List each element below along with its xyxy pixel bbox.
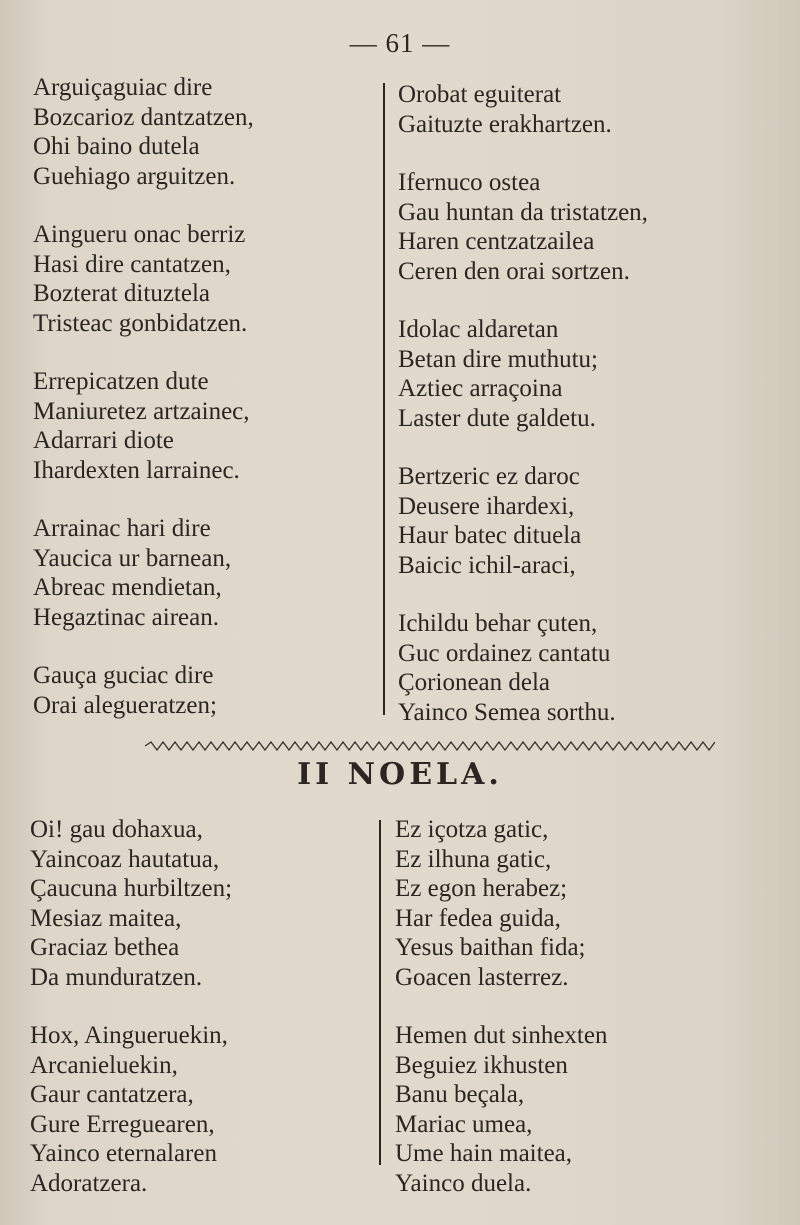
verse-line: Gure Erreguearen,: [30, 1110, 215, 1138]
verse-line: Ihardexten larrainec.: [33, 456, 240, 484]
stanza: [33, 514, 254, 632]
verse-line: Yesus baithan fida;: [395, 934, 586, 961]
verse-line: Gaur cantatzera,: [30, 1081, 194, 1108]
verse-line: Arrainac hari dire: [33, 515, 211, 542]
verse-line: Orai alegueratzen;: [33, 691, 217, 719]
verse-line: Yainco eternalaren: [30, 1140, 217, 1167]
verse-line: Hegaztinac airean.: [33, 603, 219, 631]
stanza: [33, 661, 254, 720]
verse-line: Gau huntan da tristatzen,: [398, 198, 648, 226]
poem-column-bottom-left: [30, 815, 232, 1198]
stanza: [398, 315, 648, 433]
verse-line: Haren centzatzailea: [398, 228, 595, 255]
verse-line: Arcanieluekin,: [30, 1051, 178, 1079]
stanza: [33, 220, 254, 338]
verse-line: Ohi baino dutela: [33, 133, 200, 160]
verse-line: Hox, Aingueruekin,: [30, 1022, 228, 1049]
verse-line: Adarrari diote: [33, 427, 174, 454]
verse-line: Hasi dire cantatzen,: [33, 250, 231, 278]
verse-line: Ume hain maitea,: [395, 1140, 573, 1167]
verse-line: Hemen dut sinhexten: [395, 1022, 608, 1049]
verse-line: Bertzeric ez daroc: [398, 463, 580, 490]
verse-line: Guehiago arguitzen.: [33, 162, 236, 190]
poem-column-bottom-right: [395, 815, 607, 1198]
verse-line: Deusere ihardexi,: [398, 492, 575, 520]
stanza: [33, 367, 254, 485]
column-divider-bottom: [379, 820, 381, 1165]
verse-line: Bozcarioz dantzatzen,: [33, 103, 254, 131]
poem-column-top-right: [398, 80, 648, 727]
verse-line: Abreac mendietan,: [33, 574, 222, 601]
stanza: [30, 1021, 232, 1198]
verse-line: Beguiez ikhusten: [395, 1051, 568, 1079]
page-number: — 61 —: [349, 28, 451, 58]
verse-line: Idolac aldaretan: [398, 316, 559, 343]
verse-line: Graciaz bethea: [30, 934, 180, 961]
wavy-separator: [145, 740, 715, 752]
stanza: [398, 168, 648, 286]
verse-line: Banu beçala,: [395, 1081, 525, 1108]
verse-line: Oi! gau dohaxua,: [30, 816, 203, 843]
verse-line: Maniuretez artzainec,: [33, 397, 250, 425]
verse-line: Har fedea guida,: [395, 904, 561, 932]
verse-line: Arguiçaguiac dire: [33, 74, 213, 101]
verse-line: Adoratzera.: [30, 1169, 148, 1197]
verse-line: Ez içotza gatic,: [395, 816, 549, 843]
verse-line: Ez ilhuna gatic,: [395, 845, 552, 873]
stanza: [398, 609, 648, 727]
verse-line: Errepicatzen dute: [33, 368, 209, 395]
verse-line: Ifernuco ostea: [398, 169, 541, 196]
stanza: [398, 462, 648, 580]
stanza: [398, 80, 648, 139]
poem-column-top-left: [33, 73, 254, 720]
verse-line: Aztiec arraçoina: [398, 375, 563, 402]
verse-line: Ceren den orai sortzen.: [398, 257, 630, 285]
verse-line: Haur batec dituela: [398, 522, 582, 549]
verse-line: Yainco Semea sorthu.: [398, 698, 616, 726]
stanza: [395, 1021, 607, 1198]
stanza: [33, 73, 254, 191]
verse-line: Aingueru onac berriz: [33, 221, 246, 248]
verse-line: Yaincoaz hautatua,: [30, 845, 220, 873]
stanza: [395, 815, 607, 992]
verse-line: Orobat eguiterat: [398, 81, 562, 108]
verse-line: Laster dute galdetu.: [398, 404, 596, 432]
verse-line: Gaituzte erakhartzen.: [398, 110, 612, 138]
verse-line: Gauça guciac dire: [33, 662, 214, 689]
verse-line: Çaucuna hurbiltzen;: [30, 875, 233, 902]
stanza: [30, 815, 232, 992]
section-title: II NOELA.: [297, 757, 503, 792]
verse-line: Baicic ichil-araci,: [398, 551, 576, 579]
verse-line: Mariac umea,: [395, 1110, 533, 1138]
verse-line: Guc ordainez cantatu: [398, 639, 611, 667]
verse-line: Tristeac gonbidatzen.: [33, 309, 248, 337]
verse-line: Betan dire muthutu;: [398, 345, 598, 373]
verse-line: Ez egon herabez;: [395, 875, 568, 902]
column-divider-top: [383, 83, 385, 715]
verse-line: Yaucica ur barnean,: [33, 544, 232, 572]
verse-line: Bozterat dituztela: [33, 280, 211, 307]
verse-line: Çorionean dela: [398, 669, 551, 696]
verse-line: Da munduratzen.: [30, 963, 203, 991]
verse-line: Ichildu behar çuten,: [398, 610, 598, 637]
verse-line: Yainco duela.: [395, 1169, 532, 1197]
verse-line: Goacen lasterrez.: [395, 963, 569, 991]
verse-line: Mesiaz maitea,: [30, 904, 182, 932]
